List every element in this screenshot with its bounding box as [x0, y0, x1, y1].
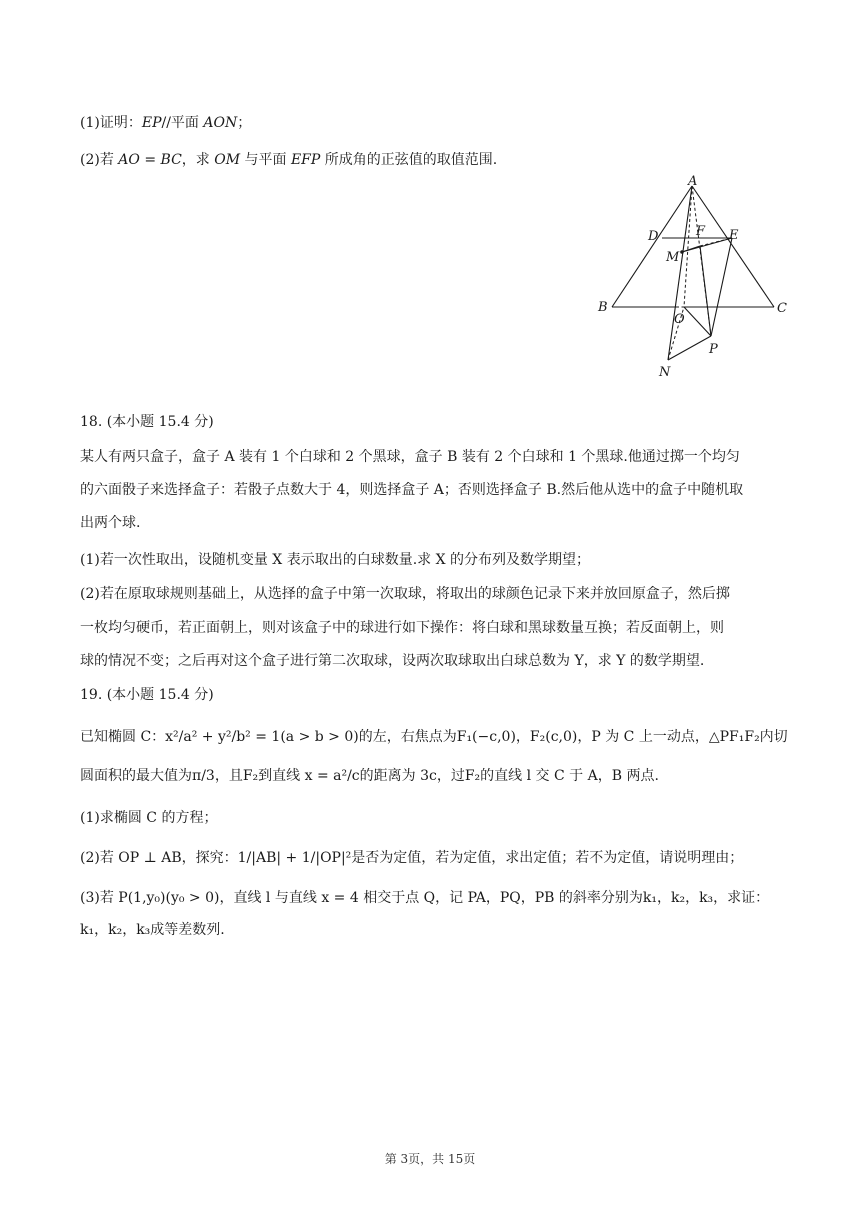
label-M: M	[666, 250, 680, 265]
q19-part3: (3)若 P(1,y₀)(y₀ > 0)，直线 l 与直线 x = 4 相交于点 Q，记 PA，PQ，PB 的斜率分别为k₁，k₂，k₃，求证：	[80, 890, 770, 906]
geometry-figure	[592, 172, 792, 382]
label-P: P	[709, 342, 718, 357]
q18-part1: (1)若一次性取出，设随机变量 X 表示取出的白球数量.求 X 的分布列及数学期望；	[80, 552, 591, 568]
label-O: O	[674, 312, 685, 327]
label-B: B	[598, 300, 608, 315]
q18-line: 出两个球.	[80, 515, 141, 531]
label-N: N	[659, 365, 671, 380]
q18-part2: (2)若在原取球规则基础上，从选择的盒子中第一次取球，将取出的球颜色记录下来并放回原盒子，然后掷	[80, 586, 730, 602]
q19-line1: 已知椭圆 C：x²/a² + y²/b² = 1(a > b > 0)的左，右焦点为F₁(−c,0)，F₂(c,0)，P 为 C 上一动点，△PF₁F₂内切	[80, 729, 788, 745]
q19-part3-cont: k₁，k₂，k₃成等差数列.	[80, 922, 225, 938]
q19-heading: 19. (本小题 15.4 分)	[80, 687, 214, 703]
q19-line2: 圆面积的最大值为π/3，且F₂到直线 x = a²/c的距离为 3c，过F₂的直线 l 交 C 于 A，B 两点.	[80, 768, 659, 784]
label-A: A	[688, 174, 698, 189]
q18-line: 某人有两只盒子，盒子 A 装有 1 个白球和 2 个黑球，盒子 B 装有 2 个白球和 1 个黑球.他通过掷一个均匀	[80, 449, 740, 465]
q19-part1: (1)求椭圆 C 的方程；	[80, 810, 218, 826]
q17-part1: (1)证明：EP//平面 AON；	[80, 115, 252, 131]
label-D: D	[648, 229, 659, 244]
label-F: F	[696, 224, 706, 239]
q19-part2: (2)若 OP ⊥ AB，探究：1/|AB| + 1/|OP|²是否为定值，若为定值，求出定值；若不为定值，请说明理由；	[80, 850, 744, 866]
q17-part2: (2)若 AO = BC，求 OM 与平面 EFP 所成角的正弦值的取值范围.	[80, 152, 498, 168]
q18-line: 的六面骰子来选择盒子：若骰子点数大于 4，则选择盒子 A；否则选择盒子 B.然后他从选中的盒子中随机取	[80, 482, 744, 498]
q18-line: 球的情况不变；之后再对这个盒子进行第二次取球，设两次取球取出白球总数为 Y，求 Y 的数学期望.	[80, 653, 705, 669]
label-C: C	[777, 301, 787, 316]
q18-line: 一枚均匀硬币，若正面朝上，则对该盒子中的球进行如下操作：将白球和黑球数量互换；若反面朝上，则	[80, 620, 724, 636]
label-E: E	[729, 228, 739, 243]
page-footer: 第 3页，共 15页	[384, 1152, 476, 1166]
q18-heading: 18. (本小题 15.4 分)	[80, 414, 214, 430]
